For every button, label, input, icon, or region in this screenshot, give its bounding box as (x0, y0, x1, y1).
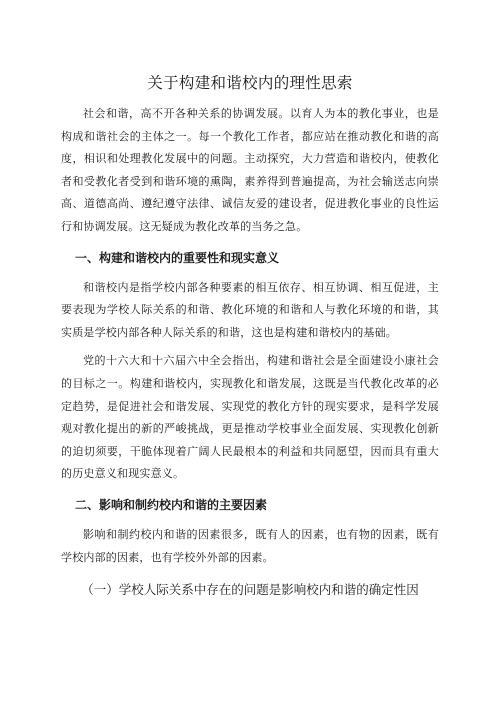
document-title: 关于构建和谐校内的理性思索 (147, 74, 353, 92)
paragraph-definition: 和谐校内是指学校内部各种要素的相互依存、相互协调、相互促进，主要表现为学校人际关系的和谐、教化环境的和谐和人与教化环境的和谐，其实质是学校内部各种人际关系的和谐，这也是构建和谐校内的基础。 (61, 280, 439, 339)
section-heading-2: 二、影响和制约校内和谐的主要因素 (75, 497, 268, 512)
document-body (61, 70, 439, 601)
paragraph-significance: 党的十六大和十六届六中全会指出，构建和谐社会是全面建设小康社会的目标之一。构建和谐校内，实现教化和谐发展，这既是当代教化改革的必定趋势，是促进社会和谐发展、实现党的教化方针的现实要求，是科学发展观对教化提出的新的严峻挑战，更是推动学校事业全面发展、实现教化创新的迫切须要，干脆体现着广阔人民最根本的利益和共同愿望，因而具有重大的历史意义和现实意义。 (61, 354, 439, 481)
subsection-heading-1: （一）学校人际关系中存在的问题是影响校内和谐的确定性因 (81, 582, 419, 598)
paragraph-factors: 影响和制约校内和谐的因素很多，既有人的因素，也有物的因素，既有学校内部的因素，也有学校外外部的因素。 (61, 527, 439, 564)
section-heading-1: 一、构建和谐校内的重要性和现实意义 (75, 250, 280, 265)
paragraph-intro: 社会和谐，高不开各种关系的协调发展。以育人为本的教化事业，也是构成和谐社会的主体之一。每一个教化工作者，都应站在推动教化和谐的高度，相识和处理教化发展中的问题。主动探究，大力营造和谐校内，使教化者和受教化者受到和谐环境的熏陶，素养得到普遍提高，为社会输送志向崇高、道德高尚、遵纪遵守法律、诚信友爱的建设者，促进教化事业的良性运行和协调发展。这无疑成为教化改革的当务之急。 (61, 107, 439, 233)
